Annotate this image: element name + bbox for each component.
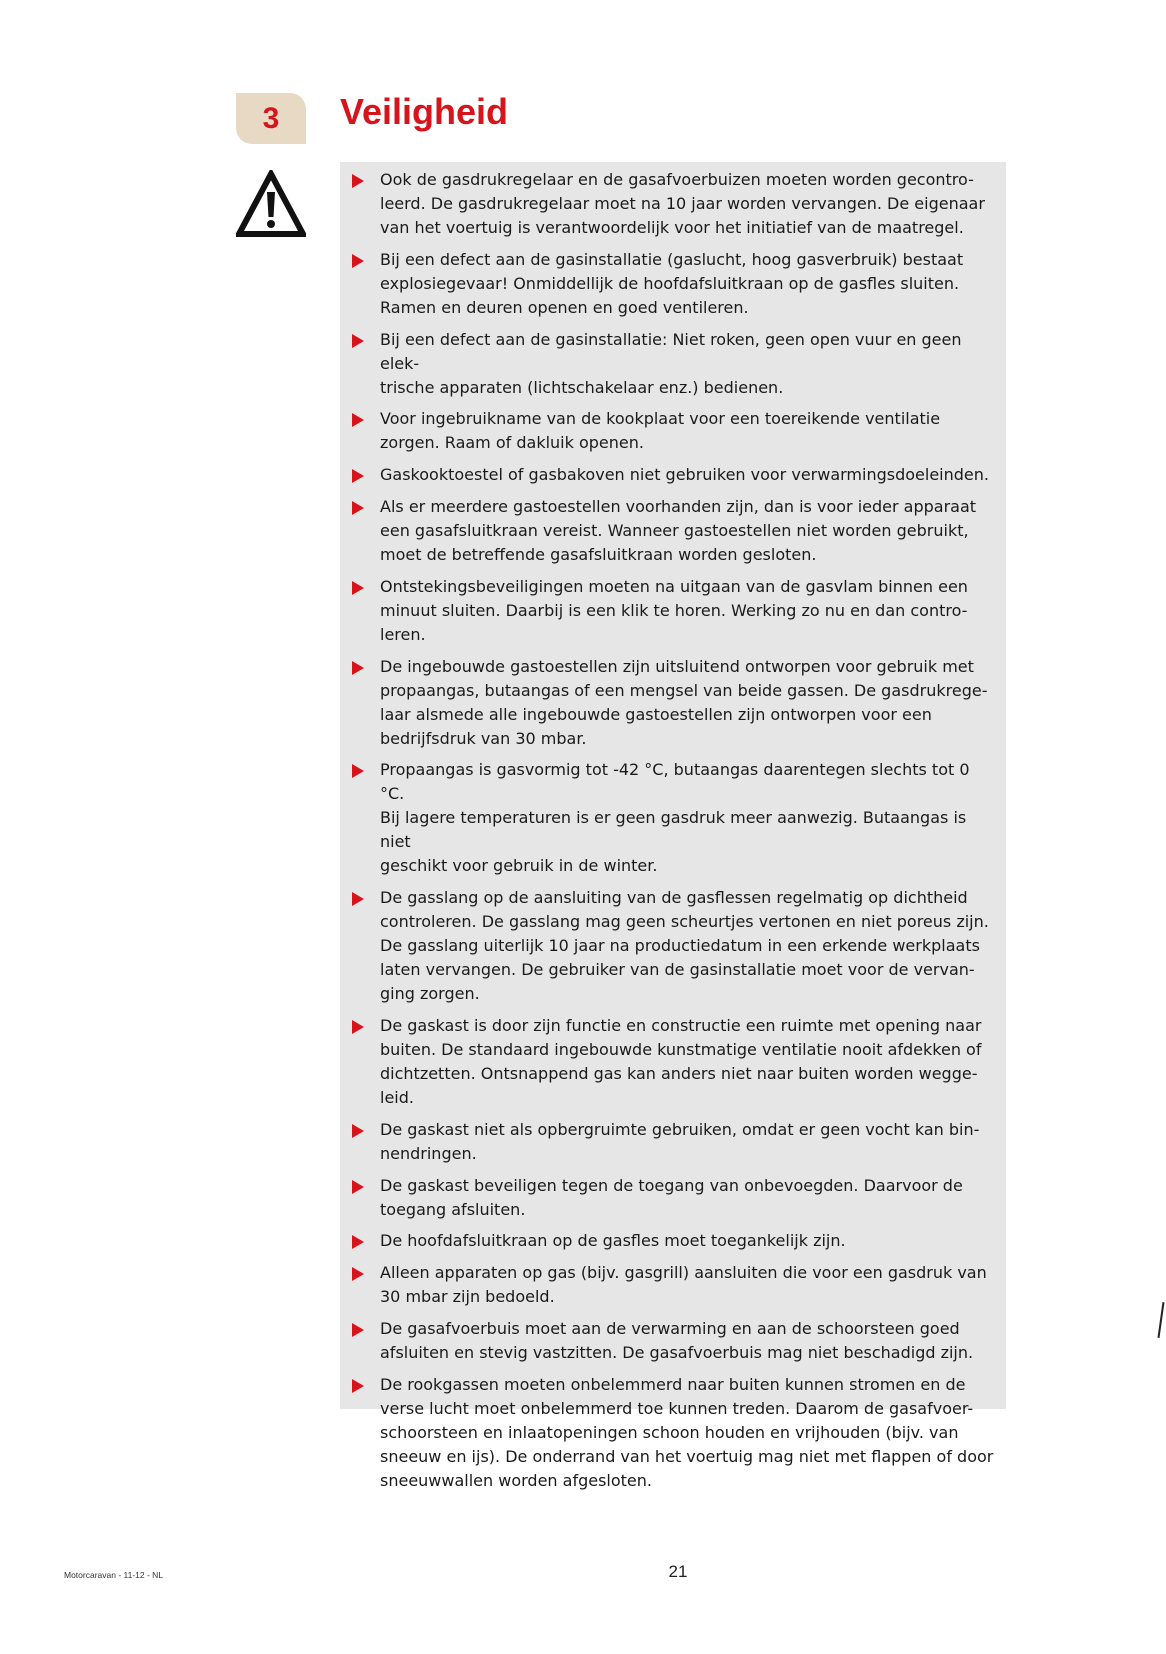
list-item-line: laten vervangen. De gebruiker van de gasinstallatie moet voor de vervan- [380, 960, 975, 980]
triangle-bullet-icon [352, 334, 364, 348]
list-item-line: Gaskooktoestel of gasbakoven niet gebruiken voor verwarmingsdoeleinden. [380, 465, 989, 485]
safety-instructions-list [350, 168, 998, 1493]
list-item-line: geschikt voor gebruik in de winter. [380, 856, 658, 876]
triangle-bullet-icon [352, 501, 364, 515]
list-item-line: Ontstekingsbeveiligingen moeten na uitgaan van de gasvlam binnen een [380, 576, 968, 596]
page-title: Veiligheid [340, 91, 509, 132]
list-item [350, 248, 998, 320]
list-item-line: controleren. De gasslang mag geen scheurtjes vertonen en niet poreus zijn. [380, 912, 989, 932]
list-item-line: minuut sluiten. Daarbij is een klik te horen. Werking zo nu en dan contro- [380, 600, 968, 620]
margin-mark [1158, 1302, 1165, 1338]
triangle-bullet-icon [352, 469, 364, 483]
list-item [350, 1174, 998, 1222]
list-item-line: De gaskast niet als opbergruimte gebruiken, omdat er geen vocht kan bin- [380, 1119, 980, 1139]
list-item-line: Propaangas is gasvormig tot -42 °C, butaangas daarentegen slechts tot 0 °C. [380, 760, 970, 804]
triangle-bullet-icon [352, 413, 364, 427]
list-item [350, 655, 998, 751]
list-item-line: sneeuw en ijs). De onderrand van het voertuig mag niet met flappen of door [380, 1446, 994, 1466]
triangle-bullet-icon [352, 254, 364, 268]
list-item-line: schoorsteen en inlaatopeningen schoon houden en vrijhouden (bijv. van [380, 1422, 959, 1442]
triangle-bullet-icon [352, 1379, 364, 1393]
triangle-bullet-icon [352, 1323, 364, 1337]
list-item-line: verse lucht moet onbelemmerd toe kunnen treden. Daarom de gasafvoer- [380, 1398, 974, 1418]
list-item-line: Ook de gasdrukregelaar en de gasafvoerbuizen moeten worden gecontro- [380, 170, 974, 189]
list-item-line: Bij lagere temperaturen is er geen gasdruk meer aanwezig. Butaangas is niet [380, 808, 967, 852]
list-item [350, 407, 998, 455]
list-item-line: propaangas, butaangas of een mengsel van beide gassen. De gasdrukrege- [380, 680, 988, 700]
list-item [350, 575, 998, 647]
list-item-line: trische apparaten (lichtschakelaar enz.) bedienen. [380, 377, 784, 397]
list-item-line: De rookgassen moeten onbelemmerd naar buiten kunnen stromen en de [380, 1374, 966, 1394]
warning-triangle-icon [236, 170, 306, 238]
list-item-line: afsluiten en stevig vastzitten. De gasafvoerbuis mag niet beschadigd zijn. [380, 1342, 974, 1362]
document-id: Motorcaravan - 11-12 - NL [64, 1570, 164, 1580]
list-item-line: De gasslang uiterlijk 10 jaar na productiedatum in een erkende werkplaats [380, 936, 980, 956]
list-item [350, 168, 998, 240]
list-item-line: 30 mbar zijn bedoeld. [380, 1287, 555, 1307]
list-item-line: Bij een defect aan de gasinstallatie: Niet roken, geen open vuur en geen elek- [380, 329, 962, 373]
list-item-line: De gasafvoerbuis moet aan de verwarming en aan de schoorsteen goed [380, 1318, 960, 1338]
triangle-bullet-icon [352, 1020, 364, 1034]
list-item-line: van het voertuig is verantwoordelijk voor het initiatief van de maatregel. [380, 218, 964, 237]
list-item-line: dichtzetten. Ontsnappend gas kan anders niet naar buiten worden wegge- [380, 1063, 978, 1083]
list-item [350, 495, 998, 567]
triangle-bullet-icon [352, 174, 364, 188]
page-number: 21 [668, 1562, 688, 1581]
triangle-bullet-icon [352, 1180, 364, 1194]
triangle-bullet-icon [352, 581, 364, 595]
list-item-line: Ramen en deuren openen en goed ventileren. [380, 297, 749, 317]
triangle-bullet-icon [352, 892, 364, 906]
triangle-bullet-icon [352, 1124, 364, 1138]
list-item-line: explosiegevaar! Onmiddellijk de hoofdafsluitkraan op de gasfles sluiten. [380, 273, 960, 293]
list-item [350, 328, 998, 400]
list-item-line: zorgen. Raam of dakluik openen. [380, 433, 644, 453]
list-item-line: buiten. De standaard ingebouwde kunstmatige ventilatie nooit afdekken of [380, 1039, 982, 1059]
list-item-line: Bij een defect aan de gasinstallatie (gaslucht, hoog gasverbruik) bestaat [380, 249, 964, 269]
triangle-bullet-icon [352, 764, 364, 778]
list-item [350, 1261, 998, 1309]
list-item-line: De gasslang op de aansluiting van de gasflessen regelmatig op dichtheid [380, 888, 968, 908]
list-item-line: Als er meerdere gastoestellen voorhanden zijn, dan is voor ieder apparaat [380, 496, 977, 516]
list-item-line: De gaskast is door zijn functie en constructie een ruimte met opening naar [380, 1015, 982, 1035]
chapter-number-badge [236, 93, 306, 144]
list-item-line: ging zorgen. [380, 984, 480, 1004]
triangle-bullet-icon [352, 1235, 364, 1249]
list-item [350, 1118, 998, 1166]
chapter-number: 3 [262, 101, 280, 135]
list-item [350, 1317, 998, 1365]
list-item-line: De ingebouwde gastoestellen zijn uitsluitend ontworpen voor gebruik met [380, 656, 974, 676]
list-item-line: bedrijfsdruk van 30 mbar. [380, 728, 587, 748]
list-item [350, 758, 998, 878]
triangle-bullet-icon [352, 661, 364, 675]
list-item [350, 886, 998, 1006]
list-item [350, 1229, 998, 1253]
list-item-line: nendringen. [380, 1143, 477, 1163]
list-item-line: Alleen apparaten op gas (bijv. gasgrill) aansluiten die voor een gasdruk van [380, 1263, 987, 1283]
list-item [350, 463, 998, 487]
list-item-line: leid. [380, 1087, 414, 1107]
list-item-line: Voor ingebruikname van de kookplaat voor een toereikende ventilatie [380, 409, 941, 429]
safety-instructions-panel [340, 162, 1006, 1490]
list-item-line: De gaskast beveiligen tegen de toegang van onbevoegden. Daarvoor de [380, 1175, 963, 1195]
list-item [350, 1373, 998, 1493]
list-item-line: leerd. De gasdrukregelaar moet na 10 jaar worden vervangen. De eigenaar [380, 194, 985, 213]
list-item [350, 1014, 998, 1110]
triangle-bullet-icon [352, 1267, 364, 1281]
list-item-line: laar alsmede alle ingebouwde gastoestellen zijn ontworpen voor een [380, 704, 932, 724]
list-item-line: een gasafsluitkraan vereist. Wanneer gastoestellen niet worden gebruikt, [380, 520, 969, 540]
list-item-line: moet de betreffende gasafsluitkraan worden gesloten. [380, 544, 817, 564]
list-item-line: leren. [380, 624, 426, 644]
list-item-line: sneeuwwallen worden afgesloten. [380, 1470, 652, 1490]
list-item-line: toegang afsluiten. [380, 1199, 526, 1219]
list-item-line: De hoofdafsluitkraan op de gasfles moet toegankelijk zijn. [380, 1231, 846, 1251]
